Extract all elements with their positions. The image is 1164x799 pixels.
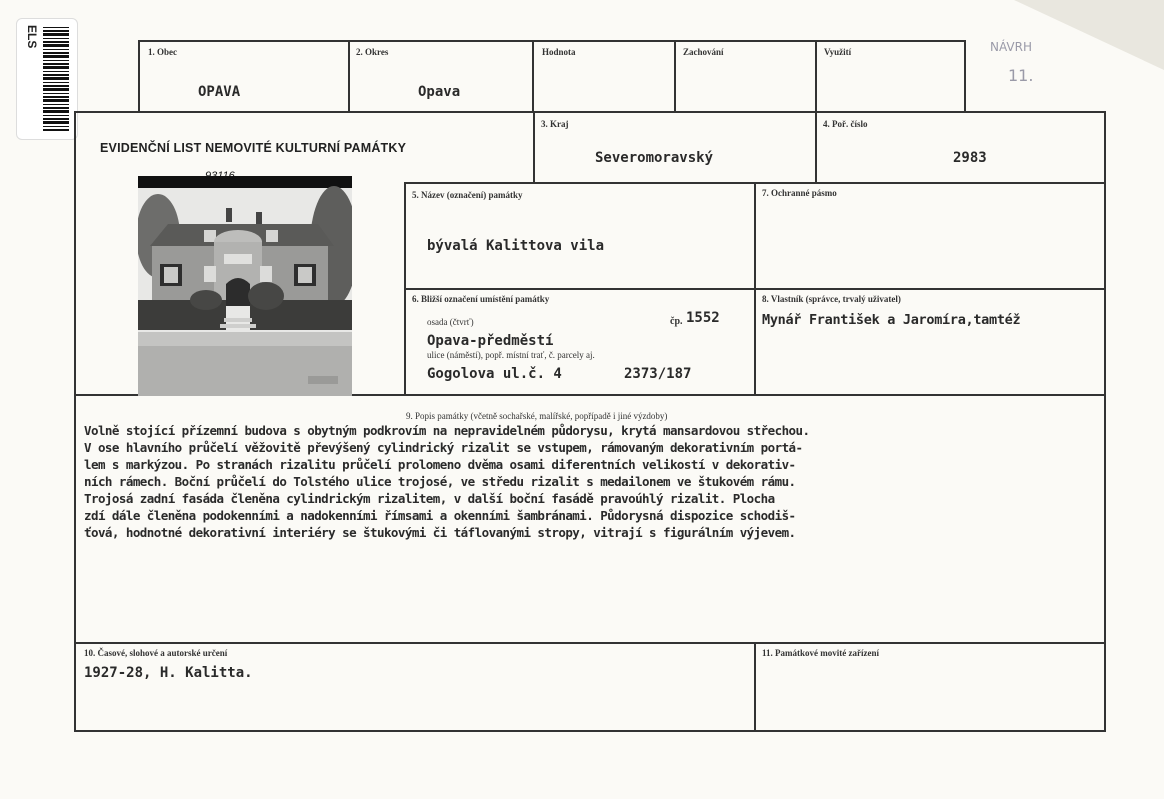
urceni-label: 10. Časové, slohové a autorské určení — [84, 648, 228, 658]
osada-label: osada (čtvrť) — [427, 317, 474, 327]
parcela-value: 2373/187 — [624, 366, 692, 382]
urceni-value: 1927-28, H. Kalitta. — [84, 665, 253, 681]
osada-value: Opava-předměstí — [427, 333, 554, 349]
handwritten-note: NÁVRH — [990, 40, 1032, 54]
handwritten-mark: 11. — [1008, 66, 1034, 85]
nazev-value: bývalá Kalittova vila — [427, 238, 605, 254]
movite-label: 11. Památkové movité zařízení — [762, 648, 879, 658]
popis-line: ťová, hodnotné dekorativní interiéry se štukovými či táflovanými stropy, vitrají s figurálním výjevem. — [84, 525, 796, 540]
popis-text — [84, 422, 1114, 541]
popis-line: ních rámech. Boční průčelí do Tolstého ulice trojosé, ve středu rizalit s medailonem ve štukovém rámu. — [84, 474, 796, 489]
nazev-label: 5. Název (označení) památky — [412, 190, 523, 200]
monument-photo — [138, 176, 352, 396]
ulice-value: Gogolova ul.č. 4 — [427, 366, 562, 382]
ulice-label: ulice (náměstí), popř. místní trať, č. parcely aj. — [427, 350, 595, 360]
por-cislo-value: 2983 — [953, 150, 987, 166]
kraj-label: 3. Kraj — [541, 119, 569, 129]
barcode-label — [16, 18, 78, 140]
por-cislo-label: 4. Poř. číslo — [823, 119, 868, 129]
cp-label: čp. — [670, 316, 683, 327]
barcode-icon — [43, 27, 69, 131]
popis-line: Trojosá zadní fasáda členěna cylindrickým rizalitem, v další boční fasádě pravoúhlý rizalit. Plocha — [84, 491, 775, 506]
obec-value: OPAVA — [198, 84, 241, 100]
hodnota-label: Hodnota — [542, 47, 576, 57]
popis-line: lem s markýzou. Po stranách rizalitu průčelí prolomeno dvěma osami diferentních velikostí v dekorativ- — [84, 457, 796, 472]
barcode-id: ELS — [25, 25, 39, 49]
okres-value: Opava — [418, 84, 461, 100]
popis-line: zdí dále členěna podokenními a nadokenními římsami a okenními šambránami. Půdorysná dispozice schodiš- — [84, 508, 796, 523]
popis-line: Volně stojící přízemní budova s obytným podkrovím na nepravidelném půdorysu, krytá mansardovou střechou. — [84, 423, 810, 438]
form-title: EVIDENČNÍ LIST NEMOVITÉ KULTURNÍ PAMÁTKY — [100, 141, 407, 155]
okres-label: 2. Okres — [356, 47, 389, 57]
kraj-value: Severomoravský — [595, 150, 714, 166]
popis-label: 9. Popis památky (včetně sochařské, malířské, popřípadě i jiné výzdoby) — [406, 411, 668, 421]
vlastnik-value: Mynář František a Jaromíra,tamtéž — [762, 312, 1021, 328]
cp-value: 1552 — [686, 310, 720, 326]
folded-corner — [1014, 0, 1164, 70]
vyuziti-label: Využití — [824, 47, 852, 57]
umisteni-label: 6. Bližší označení umístění památky — [412, 294, 550, 304]
photo-number: 93116 — [205, 170, 235, 182]
ochranne-pasmo-label: 7. Ochranné pásmo — [762, 188, 837, 198]
zachovani-label: Zachování — [683, 47, 724, 57]
popis-line: V ose hlavního průčelí věžovitě převýšený cylindrický rizalit se vstupem, rámovaným dekorativním portá- — [84, 440, 803, 455]
vlastnik-label: 8. Vlastník (správce, trvalý uživatel) — [762, 294, 901, 304]
obec-label: 1. Obec — [148, 47, 177, 57]
